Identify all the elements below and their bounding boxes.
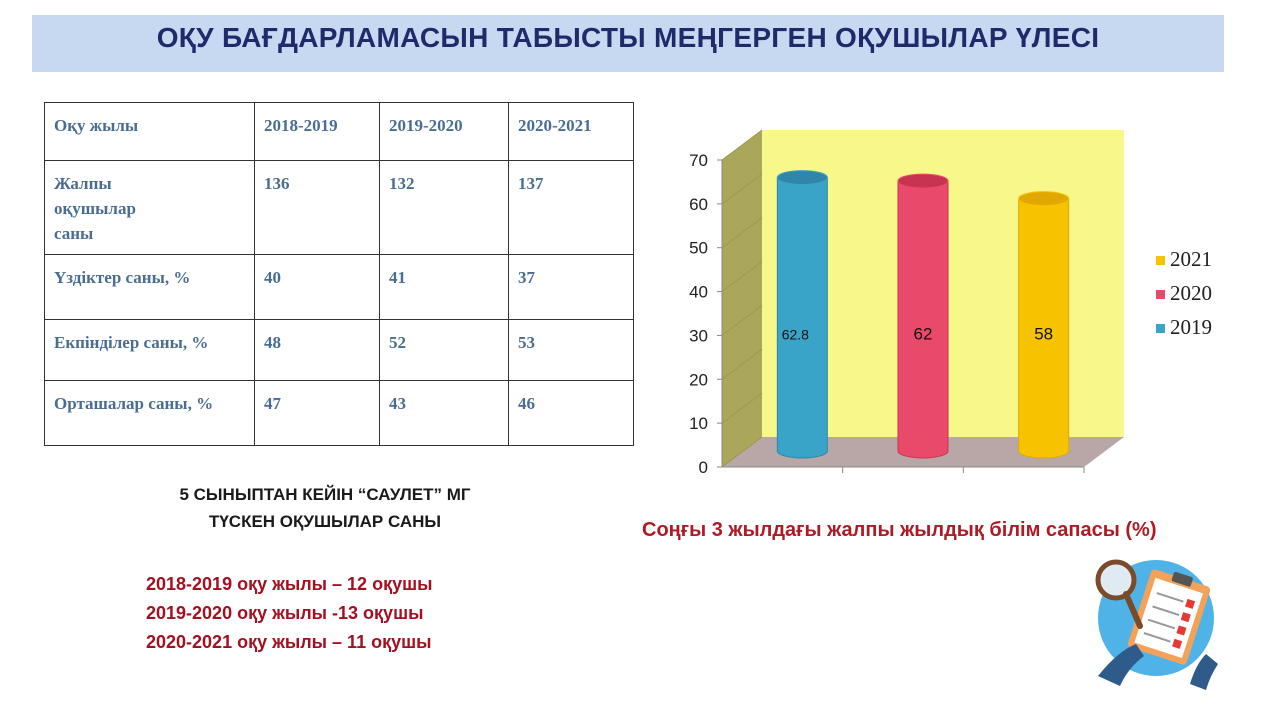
title-banner: [32, 15, 1224, 72]
y-tick-label: 60: [689, 194, 708, 214]
table-header-cell: 2020-2021: [509, 103, 634, 161]
table-cell: 137: [509, 161, 634, 255]
table-cell: 43: [380, 381, 509, 446]
table-cell: 46: [509, 381, 634, 446]
table-cell: 47: [255, 381, 380, 446]
row-label: Үздіктер саны, %: [54, 268, 191, 287]
row-label: Жалпы оқушылар саны: [54, 174, 136, 243]
y-tick-label: 40: [689, 282, 708, 302]
page-title: ОҚУ БАҒДАРЛАМАСЫН ТАБЫСТЫ МЕҢГЕРГЕН ОҚУШЫЛАР ҮЛЕСІ: [156, 22, 1100, 53]
bar-cylinder-top: [777, 171, 827, 185]
legend-label: 2020: [1170, 281, 1212, 305]
data-label: 62.8: [781, 326, 809, 343]
legend-label: 2019: [1170, 315, 1212, 339]
table-cell: [45, 255, 255, 320]
table-row: [45, 255, 634, 320]
table-cell: 53: [509, 320, 634, 381]
bar-chart: [660, 120, 1260, 490]
y-tick-label: 20: [689, 370, 708, 390]
table-cell: [45, 161, 255, 255]
chart-caption: Соңғы 3 жылдағы жалпы жылдық білім сапасы (%): [642, 519, 1157, 541]
data-label: 58: [1034, 324, 1054, 344]
row-label: Орташалар саны, %: [54, 394, 214, 413]
bar-cylinder-top: [1019, 192, 1069, 206]
legend-swatch: [1156, 256, 1165, 265]
table-header-cell: Оқу жылы: [45, 103, 255, 161]
admission-list: [146, 570, 432, 657]
table-cell: 136: [255, 161, 380, 255]
students-table: [44, 102, 634, 446]
table-header-row: [45, 103, 634, 161]
legend-swatch: [1156, 290, 1165, 299]
table-row: [45, 161, 634, 255]
admission-heading: [130, 481, 520, 535]
y-tick-label: 50: [689, 238, 708, 258]
table-cell: 132: [380, 161, 509, 255]
admission-heading-line1: 5 СЫНЫПТАН КЕЙІН “САУЛЕТ” МГ: [179, 485, 471, 504]
table-cell: [45, 381, 255, 446]
table-header-cell: 2018-2019: [255, 103, 380, 161]
table-cell: 52: [380, 320, 509, 381]
table-cell: 48: [255, 320, 380, 381]
table-cell: 37: [509, 255, 634, 320]
table-cell: [45, 320, 255, 381]
y-tick-label: 70: [689, 151, 708, 170]
list-item: 2020-2021 оқу жылы – 11 оқушы: [146, 632, 432, 652]
y-tick-label: 30: [689, 326, 708, 346]
bar-cylinder-top: [898, 174, 948, 188]
legend-label: 2021: [1170, 247, 1212, 271]
row-label: Екпінділер саны, %: [54, 333, 209, 352]
table-row: [45, 320, 634, 381]
list-item: 2019-2020 оқу жылы -13 оқушы: [146, 603, 424, 623]
y-tick-label: 0: [698, 458, 708, 477]
table-header-cell: 2019-2020: [380, 103, 509, 161]
table-cell: 40: [255, 255, 380, 320]
table-cell: 41: [380, 255, 509, 320]
admission-heading-line2: ТҮСКЕН ОҚУШЫЛАР САНЫ: [208, 512, 442, 531]
y-tick-label: 10: [689, 414, 708, 434]
table-row: [45, 381, 634, 446]
list-item: 2018-2019 оқу жылы – 12 оқушы: [146, 574, 433, 594]
bar-cylinder: [777, 178, 827, 458]
bar-cylinder: [898, 181, 948, 458]
data-label: 62: [913, 324, 933, 344]
chart-side-wall: [722, 130, 762, 467]
legend-swatch: [1156, 324, 1165, 333]
checklist-illustration: [1078, 556, 1228, 696]
